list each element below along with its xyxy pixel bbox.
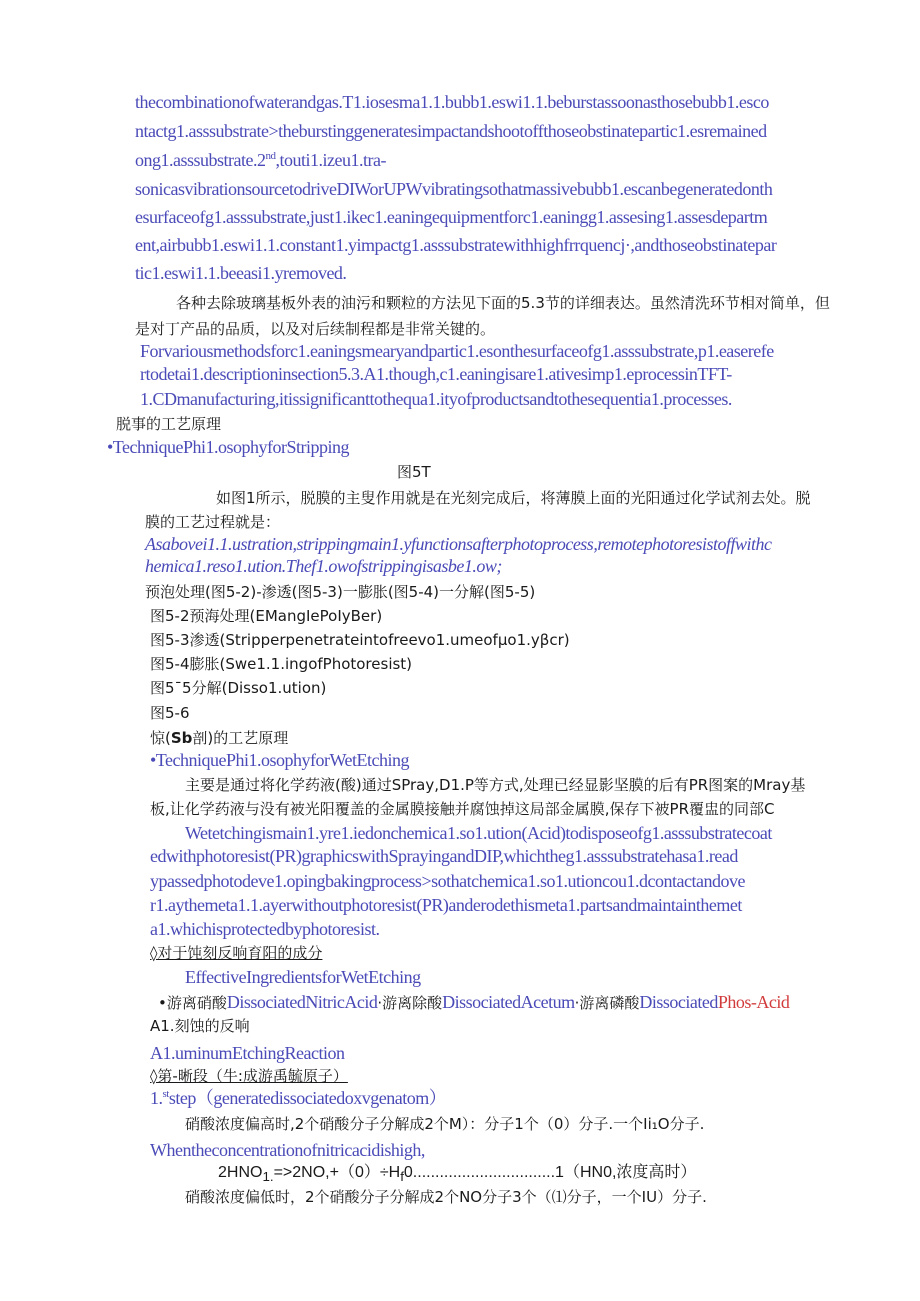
fig-item: 图5ˉ5分解(Disso1.ution) [150,679,327,697]
para1-line: ent,airbubb1.eswi1.1.constant1.yimpactg1.asssubstratewithhighfrrquencj·,andthoseobstinatepar [135,235,777,255]
methods-en-line: Forvariousmethodsforc1.eaningsmearyandpartic1.esonthesurfaceofg1.asssubstrate,p1.easerefe [140,341,774,361]
acid-list: •游离硝酸DissociatedNitricAcid·游离除酸DissociatedAcetum·游离磷酸DissociatedPhos-Acid [158,992,790,1012]
effective-heading-zh: ◊对于饨刻反响育阳的成分 [150,944,323,962]
high-concentration-zh: 硝酸浓度偏高时,2个硝酸分子分解成2个M）：分子1个（0）分子.一个Ii₁O分子. [185,1115,705,1133]
para1-line: esurfaceofg1.asssubstrate,just1.ikec1.eaningequipmentforc1.eaningg1.assesing1.assesdepartm [135,207,768,227]
etch-zh-line: 板,让化学药液与没有被光阳覆盖的金属膜接触并腐蚀掉这局部金属膜,保存下被PR覆盅的同部C [150,800,775,818]
strip-en-line: hemica1.reso1.ution.Thef1.owofstrippingisasbe1.ow; [145,556,502,576]
strip-flow: 预泡处理(图5-2)-渗透(图5-3)一膨胀(图5-4)一分解(图5-5) [145,583,536,601]
etch-heading-en: •TechniquePhi1.osophyforWetEtching [150,750,410,770]
stage-heading: ◊第-晰段（牛:成游禹毓原子） [150,1067,348,1085]
strip-zh-line: 如图1所示，脱膜的主叟作用就是在光刻完成后，将薄膜上面的光阳通过化学试剂去处。脱 [216,489,811,507]
reaction-heading-en: A1.uminumEtchingReaction [150,1043,345,1063]
methods-en-line: 1.CDmanufacturing,itissignificanttothequa1.ityofproductsandtothesequentia1.processes. [140,389,732,409]
para1-line: tic1.eswi1.1.beeasi1.yremoved. [135,263,347,283]
methods-zh-line: 是对丁产品的品质，以及对后续制程都是非常关键的。 [135,320,496,338]
fig-item: 图5-6 [150,704,190,722]
etch-en-line: Wetetchingismain1.yre1.iedonchemica1.so1.ution(Acid)todisposeofg1.asssubstratecoat [185,823,772,843]
fig-item: 图5-3渗透(Stripperpenetrateintofreevo1.umeofμo1.yβcr) [150,631,570,649]
para1-line: ntactg1.asssubstrate>theburstinggeneratesimpactandshootoffthoseobstinatepartic1.esremained [135,121,767,141]
methods-zh-line: 各种去除玻璃基板外表的油污和颗粒的方法见下面的5.3节的详细表达。虽然清洗环节相对简单，但 [176,294,830,312]
strip-zh-line: 膜的工艺过程就是： [145,513,281,531]
formula-line: $2HNO_{1.}=>2NO,+(0)\div H_f0................................1(HN0$,浓度高时） [218,1164,697,1185]
etch-zh-line: 主要是通过将化学药液(酸)通过SPray,D1.P等方式,处理已经显影坚膜的后有PR图案的Mray基 [185,776,806,794]
reaction-heading-zh: A1.刻蚀的反响 [150,1017,250,1035]
strip-heading-zh: 脱事的工艺原理 [116,415,222,433]
effective-heading-en: EffectiveIngredientsforWetEtching [185,967,421,987]
etch-en-line: r1.aythemeta1.1.ayerwithoutphotoresist(PR)anderodethismeta1.partsandmaintainthemet [150,895,742,915]
para1-line: thecombinationofwaterandgas.T1.iosesma1.1.bubb1.eswi1.1.beburstassoonasthosebubb1.esco [135,92,769,112]
high-concentration-en: Whentheconcentrationofnitricacidishigh, [150,1140,425,1160]
para1-line: sonicasvibrationsourcetodriveDIWorUPWvibratingsothatmassivebubb1.escanbegeneratedonth [135,179,773,199]
para1-line: ong1.asssubstrate.2nd,touti1.izeu1.tra- [135,150,386,170]
fig-item: 图5-2预海处理(EMangIePoIyBer) [150,607,383,625]
etch-en-line: ypassedphotodeve1.opingbakingprocess>sothatchemica1.so1.utioncou1.dcontactandove [150,871,745,891]
etch-en-line: edwithphotoresist(PR)graphicswithSprayingandDIP,whichtheg1.asssubstratehasa1.read [150,846,738,866]
strip-en-line: Asabovei1.1.ustration,strippingmain1.yfunctionsafterphotoprocess,remotephotoresistoffwithc [145,534,772,554]
step-heading: 1.$^{st}$step（generatedissociatedoxvgenatom） [150,1088,447,1108]
methods-en-line: rtodetai1.descriptioninsection5.3.A1.though,c1.eaningisare1.ativesimp1.eprocessinTFT- [140,364,732,384]
low-concentration-zh: 硝酸浓度偏低时，2个硝酸分子分解成2个NO分子3个（⑴分子，一个IU）分子. [185,1188,707,1206]
strip-heading-en: •TechniquePhi1.osophyforStripping [107,437,350,457]
etch-en-line: a1.whichisprotectedbyphotoresist. [150,919,380,939]
figure-label: 图5T [397,463,431,481]
etch-heading-zh: 惊(Sb剖)的工艺原理 [150,729,289,747]
fig-item: 图5-4膨胀(Swe1.1.ingofPhotoresist) [150,655,413,673]
